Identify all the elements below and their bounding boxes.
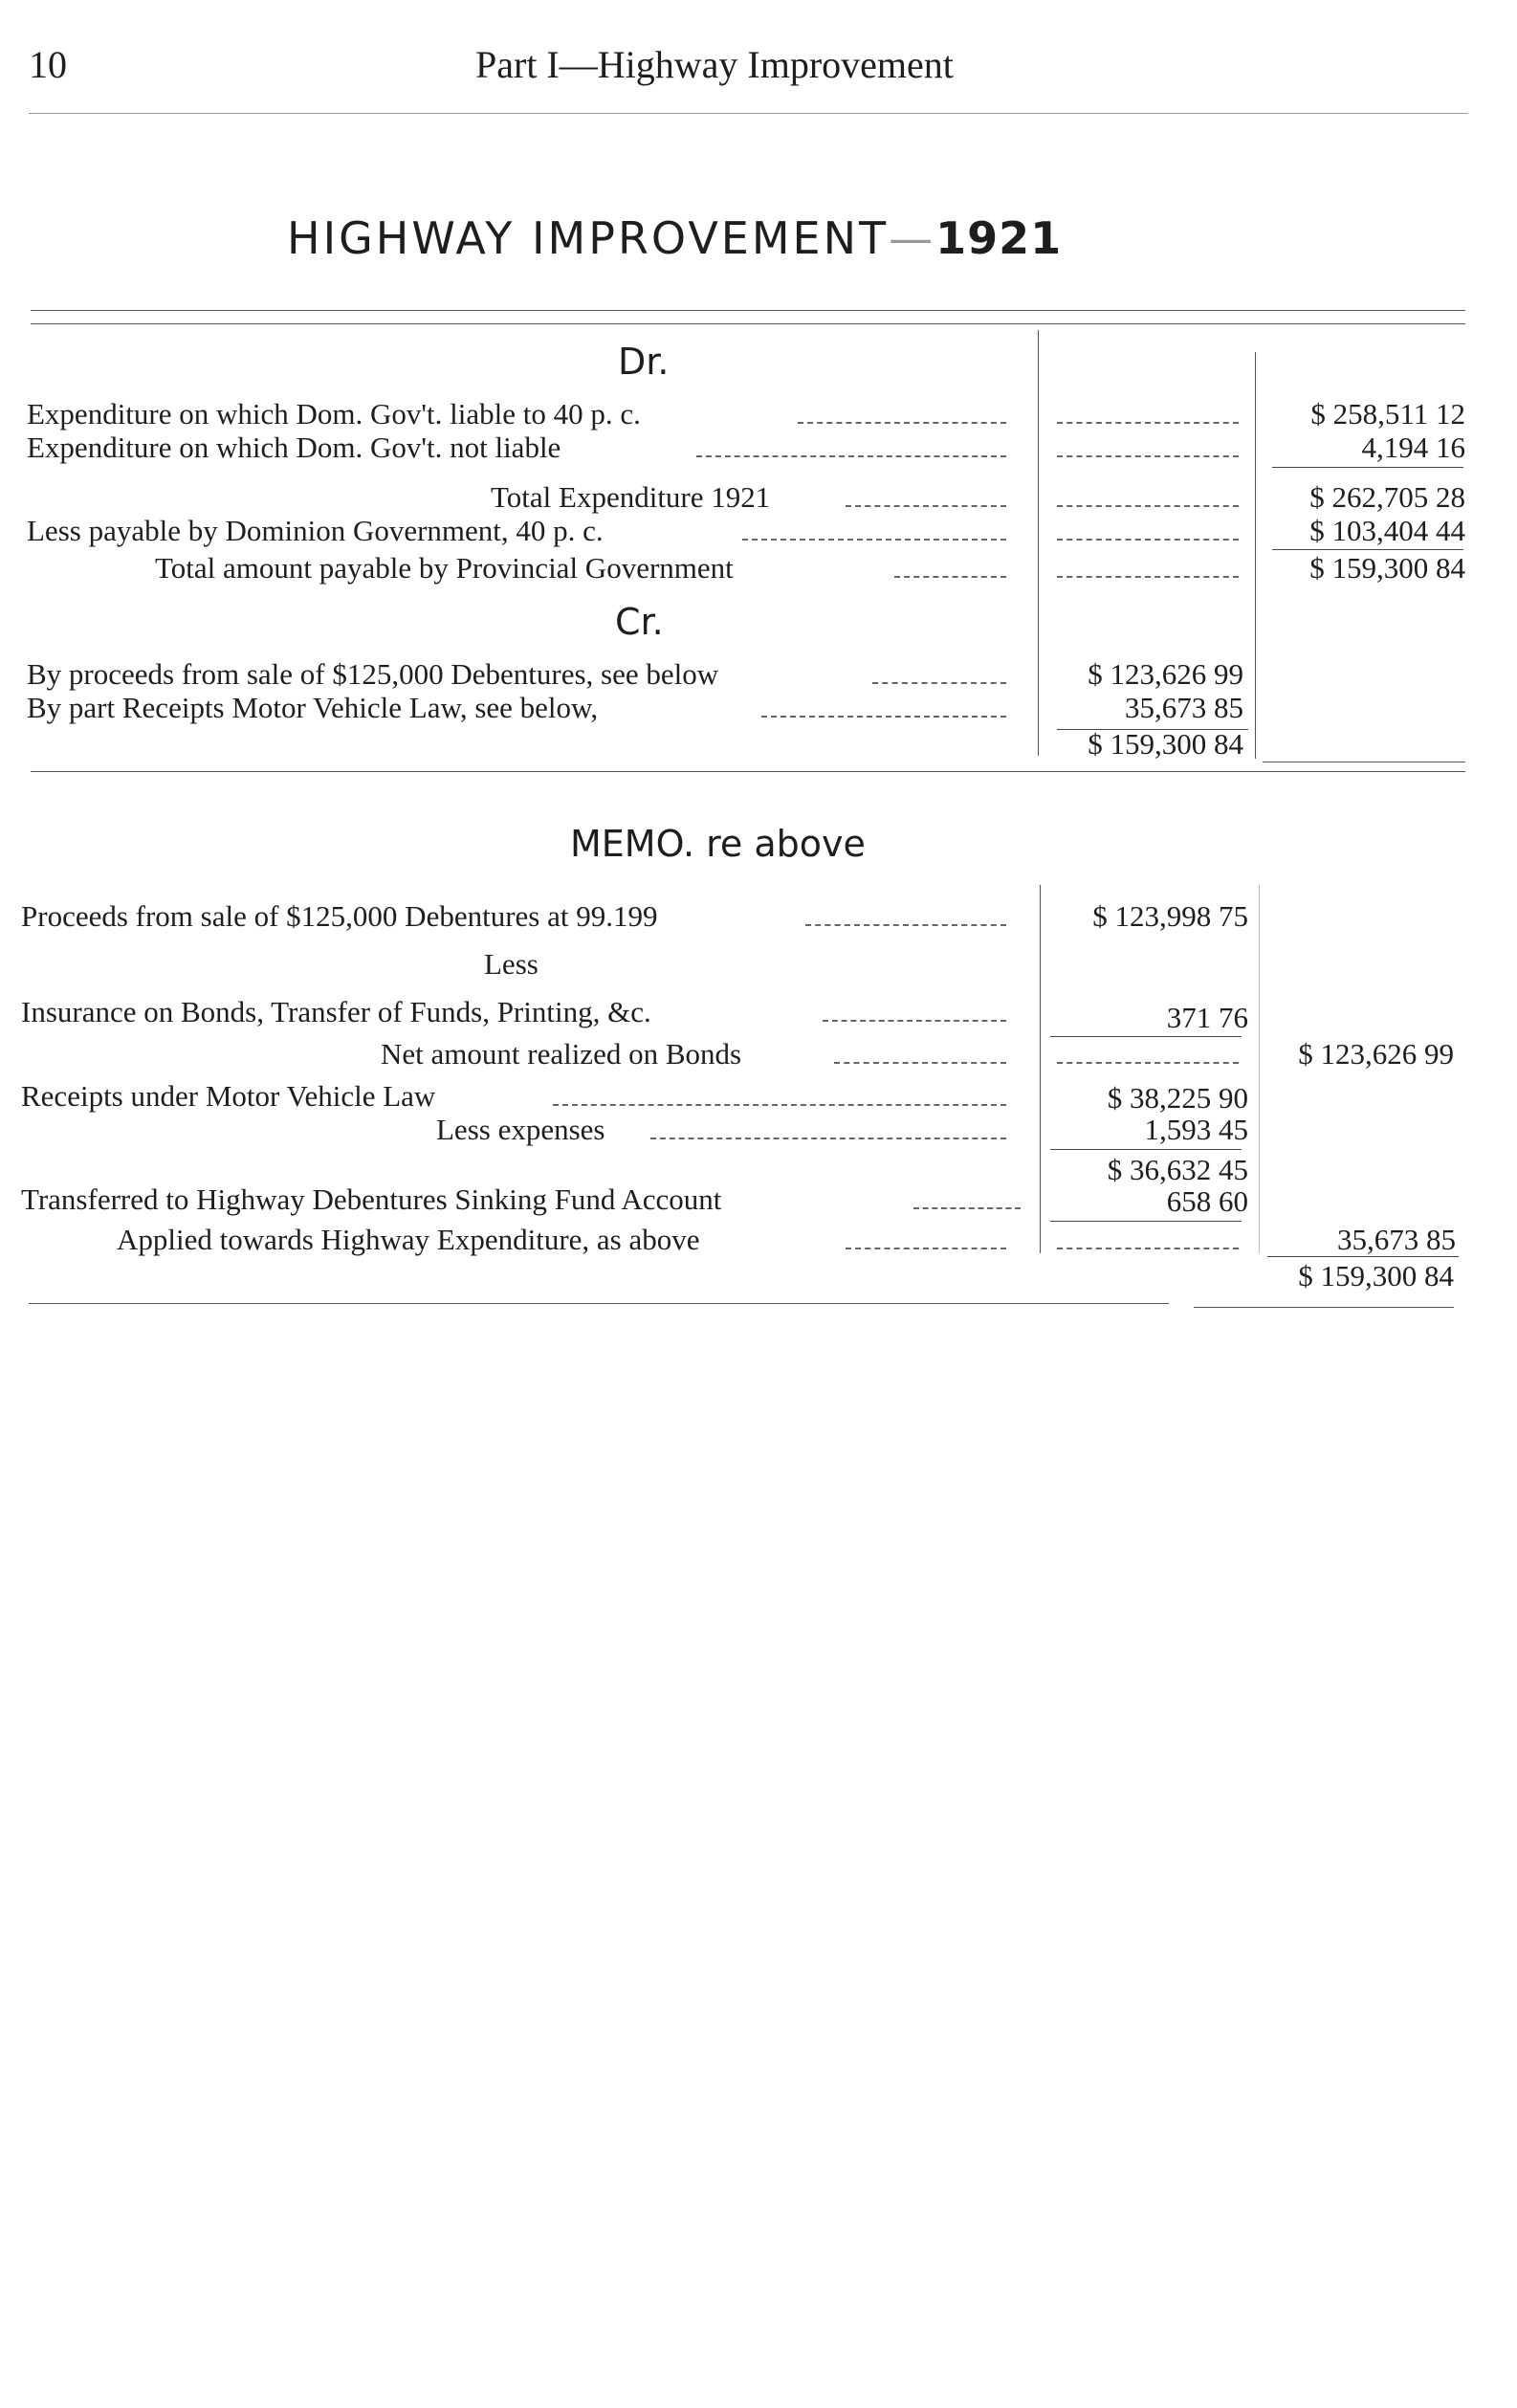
table-bottom-rule [31, 771, 1465, 772]
memo-column-rule-2 [1259, 885, 1260, 1253]
leader-dots [1057, 1248, 1239, 1249]
leader-dots [846, 1248, 1006, 1249]
title-dash: — [889, 212, 936, 264]
table-top-rule [31, 310, 1465, 311]
memo-row-amount: 371 76 [1166, 1001, 1248, 1034]
subtotal-rule [1272, 467, 1463, 468]
dr-row-amount: 4,194 16 [1361, 431, 1465, 464]
memo-row-amount: 35,673 85 [1337, 1223, 1456, 1256]
cr-row-label: By part Receipts Motor Vehicle Law, see below, [27, 691, 599, 724]
total-rule [1267, 1256, 1459, 1257]
dr-row-amount: $ 262,705 28 [1309, 480, 1465, 514]
cr-total-amount: $ 159,300 84 [1088, 727, 1243, 761]
memo-row-amount: 658 60 [1166, 1184, 1248, 1218]
leader-dots [1057, 455, 1239, 457]
memo-row-amount: $ 123,626 99 [1298, 1037, 1454, 1071]
memo-row-label: Proceeds from sale of $125,000 Debentures at 99.199 [21, 899, 658, 933]
leader-dots [913, 1207, 1021, 1209]
memo-row-label: Applied towards Highway Expenditure, as above [117, 1223, 700, 1256]
dr-row-label: Total Expenditure 1921 [491, 480, 771, 514]
memo-row-amount: $ 38,225 90 [1107, 1081, 1248, 1115]
memo-bottom-rule [29, 1303, 1169, 1304]
leader-dots [696, 455, 1006, 457]
memo-row-label: Net amount realized on Bonds [381, 1037, 742, 1071]
dr-row-label: Total amount payable by Provincial Government [155, 551, 734, 585]
cr-row-amount: $ 123,626 99 [1088, 657, 1243, 691]
subtotal-rule [1050, 1221, 1242, 1222]
cr-row-label: By proceeds from sale of $125,000 Debentures, see below [27, 657, 719, 691]
dr-row-amount: $ 258,511 12 [1310, 397, 1465, 431]
leader-dots [761, 716, 1006, 718]
dr-row-label: Expenditure on which Dom. Gov't. not liable [27, 431, 561, 464]
leader-dots [1057, 1062, 1239, 1064]
memo-row-label: Insurance on Bonds, Transfer of Funds, Printing, &c. [21, 995, 651, 1028]
dr-row-label: Expenditure on which Dom. Gov't. liable to 40 p. c. [27, 397, 641, 431]
leader-dots [742, 539, 1006, 541]
title-year: 1921 [935, 212, 1063, 264]
dr-row-label: Less payable by Dominion Government, 40 p. c. [27, 514, 604, 547]
leader-dots [553, 1104, 1006, 1106]
memo-column-rule-1 [1040, 885, 1041, 1253]
leader-dots [894, 576, 1006, 578]
leader-dots [798, 422, 1006, 424]
page-number: 10 [29, 43, 67, 86]
cr-row-amount: 35,673 85 [1125, 691, 1243, 724]
dr-row-amount: $ 159,300 84 [1309, 551, 1465, 585]
running-title: Part I—Highway Improvement [475, 43, 954, 86]
column-rule-1 [1038, 330, 1039, 756]
column-rule-2 [1255, 352, 1256, 759]
leader-dots [872, 682, 1006, 684]
title-text: HIGHWAY IMPROVEMENT [287, 212, 890, 264]
memo-row-label: Receipts under Motor Vehicle Law [21, 1079, 436, 1113]
memo-row-label: Less [484, 947, 539, 981]
memo-row-label: Transferred to Highway Debentures Sinking Fund Account [21, 1182, 722, 1216]
memo-row-amount: $ 36,632 45 [1107, 1153, 1248, 1186]
leader-dots [805, 924, 1006, 926]
subtotal-rule [1272, 549, 1463, 550]
cr-heading: Cr. [615, 601, 664, 643]
memo-row-label: Less expenses [436, 1113, 605, 1146]
memo-heading: MEMO. re above [570, 823, 866, 865]
leader-dots [650, 1138, 1006, 1139]
dr-heading: Dr. [618, 341, 670, 383]
leader-dots [1057, 576, 1239, 578]
leader-dots [834, 1062, 1006, 1064]
memo-total-amount: $ 159,300 84 [1298, 1259, 1454, 1292]
subtotal-rule [1050, 1149, 1242, 1150]
leader-dots [1057, 505, 1239, 507]
leader-dots [1057, 422, 1239, 424]
page-title [287, 212, 1062, 264]
table-top-rule-2 [31, 323, 1465, 324]
leader-dots [846, 505, 1006, 507]
header-rule [29, 113, 1468, 114]
memo-row-amount: 1,593 45 [1144, 1113, 1248, 1146]
leader-dots [1057, 539, 1239, 541]
memo-row-amount: $ 123,998 75 [1092, 899, 1248, 933]
memo-bottom-rule-right [1194, 1307, 1454, 1308]
subtotal-rule [1050, 1036, 1242, 1037]
leader-dots [823, 1020, 1006, 1022]
dr-row-amount: $ 103,404 44 [1309, 514, 1465, 547]
